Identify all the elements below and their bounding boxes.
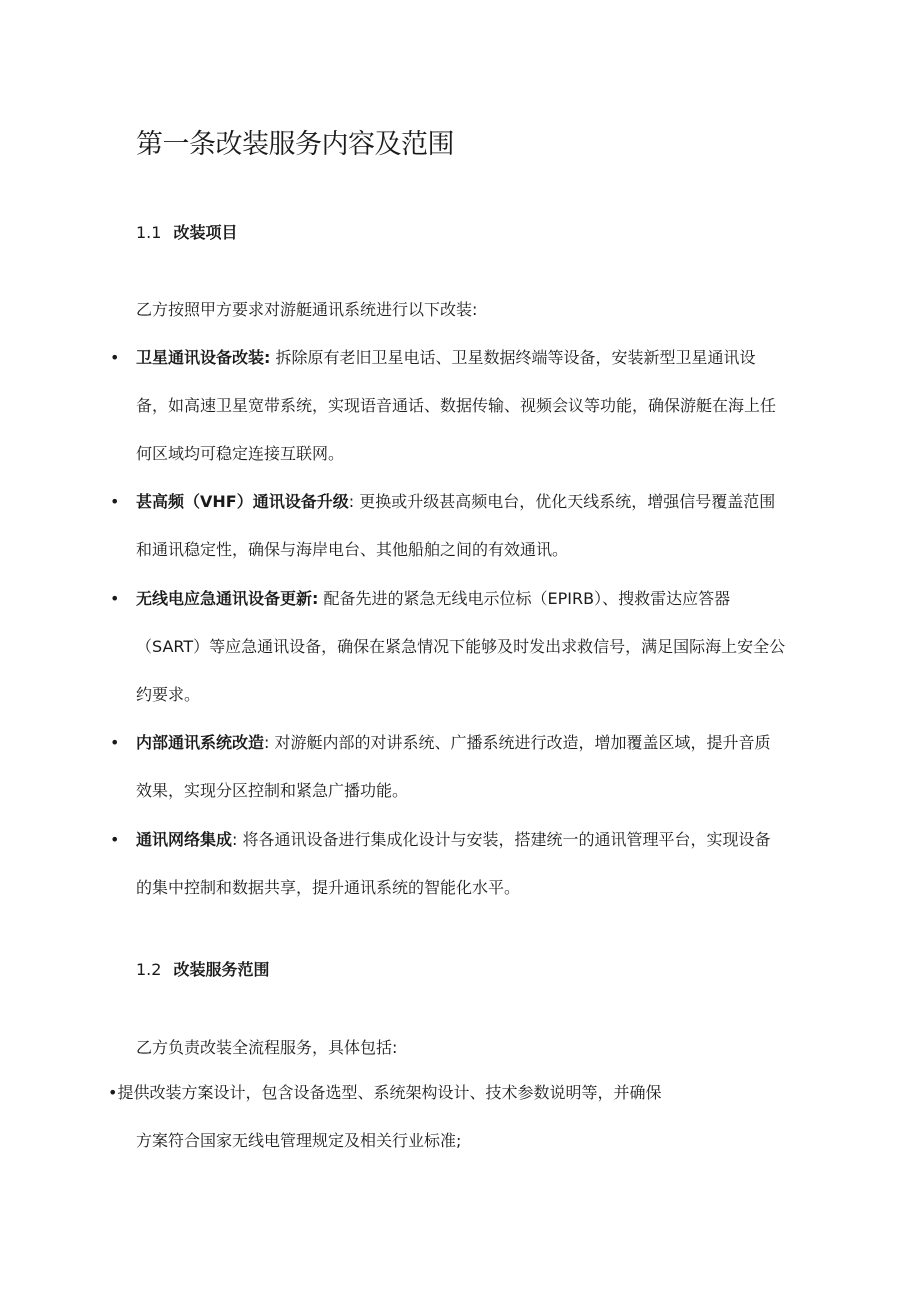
scope-item-line: •提供改装方案设计，包含设备选型、系统架构设计、技术参数说明等，并确保 xyxy=(108,1083,662,1102)
list-item xyxy=(110,816,786,912)
list-item-lead: 通讯网络集成 xyxy=(136,830,233,849)
list-item xyxy=(110,575,786,719)
bullet-icon: • xyxy=(110,830,120,849)
bullet-icon: • xyxy=(110,589,120,608)
list-item-text: 拆除原有老旧卫星电话、卫星数据终端等设备，安装新型卫星通讯设备，如高速卫星宽带系统，实现语音通话、数据传输、视频会议等功能，确保游艇在海上任何区域均可稳定连接互联网。 xyxy=(136,348,777,463)
list-item-lead: 无线电应急通讯设备更新: xyxy=(136,589,319,608)
list-item-text: : 将各通讯设备进行集成化设计与安装，搭建统一的通讯管理平台，实现设备的集中控制和数据共享，提升通讯系统的智能化水平。 xyxy=(136,830,771,897)
intro-paragraph-2: 乙方负责改装全流程服务，具体包括: xyxy=(136,1038,398,1057)
list-item xyxy=(110,719,786,815)
list-item xyxy=(110,478,786,574)
list-item-lead: 卫星通讯设备改装: xyxy=(136,348,271,367)
section-number: 1.1 xyxy=(136,223,162,242)
scope-item-line: 方案符合国家无线电管理规定及相关行业标准; xyxy=(136,1131,462,1150)
section-label: 改装服务范围 xyxy=(173,960,270,979)
list-item-text: 配备先进的紧急无线电示位标（EPIRB）、搜救雷达应答器（SART）等应急通讯设备，确保在紧急情况下能够及时发出求救信号，满足国际海上安全公约要求。 xyxy=(136,589,786,704)
section-number: 1.2 xyxy=(136,960,162,979)
list-item-text: : 更换或升级甚高频电台，优化天线系统，增强信号覆盖范围和通讯稳定性，确保与海岸电台、其他船舶之间的有效通讯。 xyxy=(136,492,776,559)
bullet-icon: • xyxy=(110,348,120,367)
list-item xyxy=(110,334,786,478)
section-heading-1-2 xyxy=(136,957,269,980)
section-label: 改装项目 xyxy=(173,223,238,242)
list-item-lead: 甚高频（VHF）通讯设备升级 xyxy=(136,492,349,511)
scope-list-item xyxy=(108,1069,798,1165)
section-heading-1-1 xyxy=(136,220,237,243)
intro-paragraph-1: 乙方按照甲方要求对游艇通讯系统进行以下改装: xyxy=(136,300,478,319)
bullet-icon: • xyxy=(110,733,120,752)
page-title: 第一条改装服务内容及范围 xyxy=(136,129,454,160)
list-item-lead: 内部通讯系统改造 xyxy=(136,733,265,752)
bullet-icon: • xyxy=(110,492,120,511)
list-item-text: : 对游艇内部的对讲系统、广播系统进行改造，增加覆盖区域，提升音质效果，实现分区控制和紧急广播功能。 xyxy=(136,733,771,800)
